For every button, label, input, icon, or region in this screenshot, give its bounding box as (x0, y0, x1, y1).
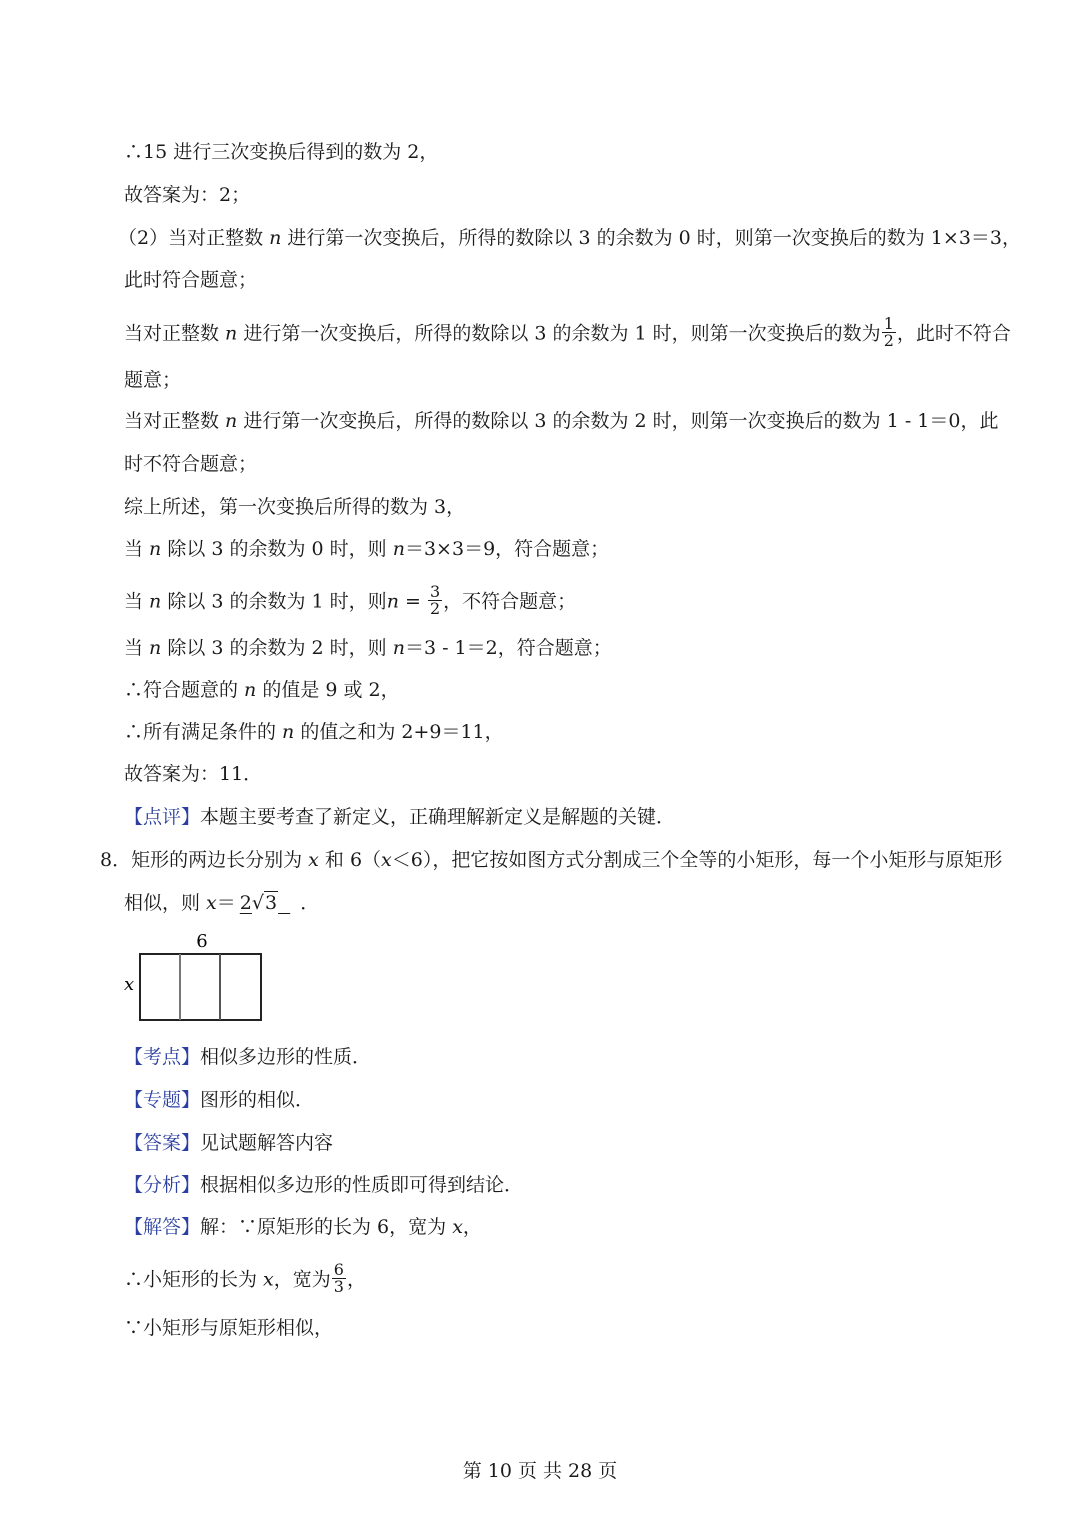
line-part2-case0 (118, 224, 1021, 252)
text: ， (462, 1216, 482, 1238)
text: 的值之和为 2+9＝11， (294, 721, 504, 743)
line-case2-cont: 时不符合题意； (124, 453, 258, 475)
text: 相似，则 (124, 892, 207, 914)
denominator: 2 (429, 599, 441, 618)
var-n: n (269, 227, 282, 249)
var-n: n (225, 322, 238, 345)
text: 解：∵原矩形的长为 6，宽为 (200, 1216, 453, 1238)
text: ＝ (216, 892, 236, 914)
var-x: x (452, 1216, 463, 1238)
line-transform-result: ∴15 进行三次变换后得到的数为 2， (124, 141, 439, 163)
text: 当 (124, 538, 150, 560)
fraction-six-thirds (332, 1262, 346, 1295)
line-answer-1: 故答案为：2； (124, 184, 251, 206)
sqrt-sign: √ (251, 892, 264, 914)
line-fenxi (124, 1171, 523, 1199)
outer-rectangle (140, 954, 261, 1020)
text: 相似多边形的性质． (200, 1046, 372, 1068)
answer-coefficient: 2 (239, 892, 252, 914)
text: 进行第一次变换后，所得的数除以 3 的余数为 0 时，则第一次变换后的数为 1×3＝3， (281, 227, 1021, 249)
line-comment (124, 803, 675, 831)
line-summary: 综上所述，第一次变换后所得的数为 3， (124, 496, 466, 518)
text: 除以 3 的余数为 0 时，则 (161, 538, 393, 560)
numerator: 3 (429, 582, 441, 601)
answer-blank (236, 892, 294, 914)
daan-tag: 【答案】 (124, 1132, 201, 1154)
line-case2 (124, 407, 998, 435)
zhuanti-tag: 【专题】 (124, 1089, 201, 1111)
text: 本题主要考查了新定义，正确理解新定义是解题的关键． (200, 806, 676, 828)
text: 当 (124, 637, 150, 659)
line-n-rem1 (124, 582, 577, 619)
text: 进行第一次变换后，所得的数除以 3 的余数为 1 时，则第一次变换后的数为 (237, 322, 881, 345)
radicand: 3 (264, 892, 278, 914)
line-daan (124, 1129, 333, 1157)
denominator: 2 (883, 331, 894, 350)
rectangle-figure (118, 930, 278, 1030)
var-n: n (282, 721, 295, 743)
text: 当对正整数 (124, 410, 226, 432)
line-jieda (124, 1213, 482, 1241)
text: 和 6（ (318, 849, 382, 871)
var-n: n (225, 410, 238, 432)
text: 当对正整数 (124, 322, 226, 345)
kaodian-tag: 【考点】 (124, 1046, 201, 1068)
line-zhuanti (124, 1086, 314, 1114)
line-case0-ok: 此时符合题意； (124, 269, 258, 291)
var-n: n (386, 590, 399, 613)
text: 图形的相似． (200, 1089, 315, 1111)
text: ， (346, 1268, 366, 1291)
text: = (398, 590, 427, 613)
var-x: x (308, 849, 319, 871)
text: ＝3 - 1＝2，符合题意； (404, 637, 612, 659)
line-similar: ∵小矩形与原矩形相似， (124, 1317, 334, 1339)
line-case1-cont: 题意； (124, 369, 182, 391)
text: ∴所有满足条件的 (124, 721, 283, 743)
line-n-rem2 (124, 634, 612, 662)
denominator: 3 (333, 1277, 344, 1296)
text: ． (294, 892, 320, 914)
line-kaodian (124, 1043, 371, 1071)
var-x: x (206, 892, 217, 914)
var-x: x (263, 1268, 274, 1291)
page-footer: 第 10 页 共 28 页 (462, 1460, 618, 1482)
text: ∴符合题意的 (124, 679, 245, 701)
text: 除以 3 的余数为 1 时，则 (161, 590, 387, 613)
var-n: n (149, 590, 162, 613)
line-answer-2: 故答案为：11． (124, 763, 263, 785)
text: 的值是 9 或 2， (256, 679, 400, 701)
line-n-sum (124, 718, 504, 746)
var-x: x (381, 849, 392, 871)
sqrt-expression (252, 889, 278, 917)
text: ＝3×3＝9，符合题意； (404, 538, 610, 560)
text: ＜6），把它按如图方式分割成三个全等的小矩形，每一个小矩形与原矩形 (391, 849, 1003, 871)
text: ，宽为 (273, 1268, 331, 1291)
var-n: n (392, 637, 405, 659)
question-8 (100, 846, 1002, 874)
label-side-x: x (124, 974, 135, 995)
line-n-rem0 (124, 535, 609, 563)
fraction-three-halves (428, 584, 442, 617)
text: ∴小矩形的长为 (124, 1268, 264, 1291)
var-n: n (392, 538, 405, 560)
text: 除以 3 的余数为 2 时，则 (161, 637, 393, 659)
question-8-cont (124, 889, 319, 917)
jieda-tag: 【解答】 (124, 1216, 201, 1238)
var-n: n (149, 538, 162, 560)
fraction-one-half (882, 316, 896, 349)
text: 进行第一次变换后，所得的数除以 3 的余数为 2 时，则第一次变换后的数为 1 - 1＝0，此 (237, 410, 999, 432)
numerator: 1 (883, 314, 894, 333)
numerator: 6 (333, 1260, 344, 1279)
text: 见试题解答内容 (200, 1132, 334, 1154)
label-top-six: 6 (196, 931, 208, 952)
text: 当 (124, 590, 150, 613)
text: 根据相似多边形的性质即可得到结论． (200, 1174, 524, 1196)
line-n-values (124, 676, 400, 704)
var-n: n (149, 637, 162, 659)
comment-tag: 【点评】 (124, 806, 201, 828)
text: ，此时不符合 (896, 322, 1011, 345)
text: ，不符合题意； (443, 590, 577, 613)
text: （2）当对正整数 (118, 227, 270, 249)
line-case1 (124, 314, 1011, 351)
var-n: n (244, 679, 257, 701)
line-small-rect (124, 1260, 366, 1297)
fenxi-tag: 【分析】 (124, 1174, 201, 1196)
text: 8．矩形的两边长分别为 (100, 849, 309, 871)
